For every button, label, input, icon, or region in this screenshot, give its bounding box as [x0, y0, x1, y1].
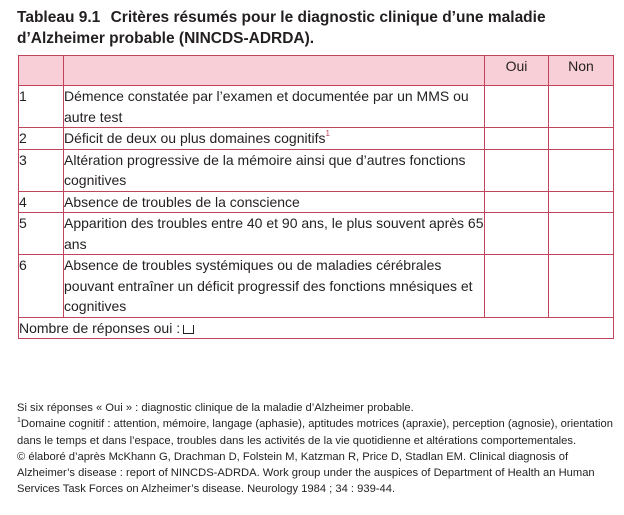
- criterion-text: Absence de troubles de la conscience: [64, 193, 300, 210]
- table-row: [19, 255, 614, 318]
- table-notes: [17, 400, 617, 498]
- criteria-table: [18, 55, 614, 339]
- table-title: [17, 7, 617, 49]
- row-number: 3: [19, 149, 64, 191]
- criterion-text: Déficit de deux ou plus domaines cognitifs: [64, 130, 326, 146]
- source-citation: © élaboré d’après McKhann G, Drachman D, Folstein M, Katzman R, Price D, Stadlan EM. Clinical diagnosis of Alzheimer’s disease : report of NINCDS-ADRDA. Work group under the auspices of Department of Health an Human Services Task Forces on Alzheimer’s disease. Neurology 1984 ; 34 : 939-44.: [17, 450, 595, 496]
- row-number: 6: [19, 255, 64, 318]
- no-cell[interactable]: [549, 86, 614, 128]
- no-cell[interactable]: [549, 191, 614, 213]
- criterion-text: Démence constatée par l’examen et documentée par un MMS ou autre test: [64, 88, 469, 125]
- yes-cell[interactable]: [485, 149, 549, 191]
- row-criterion: [64, 128, 485, 150]
- criterion-text: Absence de troubles systémiques ou de maladies cérébrales pouvant entraîner un déficit progressif des fonctions mnésiques et cognitives: [64, 257, 473, 314]
- table-row: [19, 128, 614, 150]
- total-row: [19, 317, 614, 339]
- total-label: Nombre de réponses oui :: [19, 319, 181, 336]
- table-row: [19, 149, 614, 191]
- criterion-text: Apparition des troubles entre 40 et 90 ans, le plus souvent après 65 ans: [64, 215, 484, 252]
- yes-cell[interactable]: [485, 255, 549, 318]
- table-row: [19, 86, 614, 128]
- row-criterion: [64, 86, 485, 128]
- yes-cell[interactable]: [485, 213, 549, 255]
- row-number: 2: [19, 128, 64, 150]
- table-row: [19, 213, 614, 255]
- row-number: 1: [19, 86, 64, 128]
- footnote-reference: 1: [325, 129, 330, 138]
- header-num: [19, 56, 64, 86]
- no-cell[interactable]: [549, 149, 614, 191]
- table-row: [19, 191, 614, 213]
- table-number: Tableau 9.1: [17, 9, 101, 26]
- yes-cell[interactable]: [485, 128, 549, 150]
- yes-cell[interactable]: [485, 86, 549, 128]
- no-cell[interactable]: [549, 128, 614, 150]
- row-criterion: [64, 149, 485, 191]
- row-criterion: [64, 191, 485, 213]
- footnote-text: Domaine cognitif : attention, mémoire, langage (aphasie), aptitudes motrices (apraxie), perception (agnosie), orientation dans le temps et dans l’espace, troubles dans les activités de la vie quotidienne et altérations comportementales.: [17, 418, 613, 447]
- header-no: Non: [549, 56, 614, 86]
- footnote-marker: 1: [17, 417, 21, 425]
- table-header-row: [19, 56, 614, 86]
- total-cell: [19, 317, 614, 339]
- diagnosis-note: Si six réponses « Oui » : diagnostic clinique de la maladie d’Alzheimer probable.: [17, 402, 414, 414]
- answer-box-icon[interactable]: [183, 325, 194, 334]
- criterion-text: Altération progressive de la mémoire ainsi que d’autres fonctions cognitives: [64, 151, 466, 188]
- footnote: [17, 416, 617, 449]
- row-criterion: [64, 213, 485, 255]
- row-criterion: [64, 255, 485, 318]
- row-number: 4: [19, 191, 64, 213]
- no-cell[interactable]: [549, 255, 614, 318]
- no-cell[interactable]: [549, 213, 614, 255]
- row-number: 5: [19, 213, 64, 255]
- table-title-text: Critères résumés pour le diagnostic clinique d’une maladie d’Alzheimer probable (NINCDS-ADRDA).: [17, 9, 546, 47]
- yes-cell[interactable]: [485, 191, 549, 213]
- header-yes: Oui: [485, 56, 549, 86]
- header-criterion: [64, 56, 485, 86]
